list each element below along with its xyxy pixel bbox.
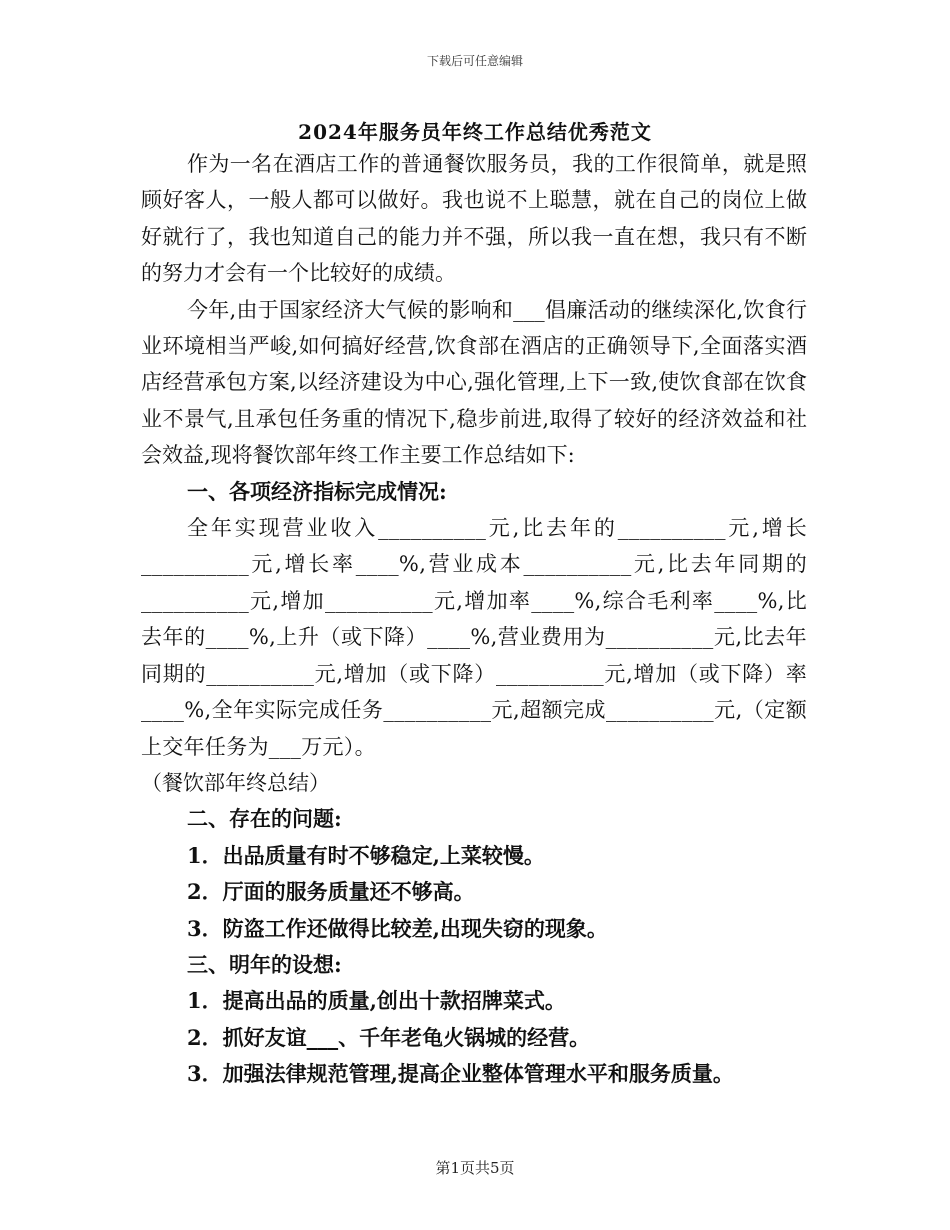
section-heading-2: 二、存在的问题: — [187, 806, 342, 832]
paragraph-intro: 作为一名在酒店工作的普通餐饮服务员，我的工作很简单，就是照顾好客人，一般人都可以做好。我也说不上聪慧，就在自己的岗位上做好就行了，我也知道自己的能力并不强，所以我一直在想，我只有不断的努力才会有一个比较好的成绩。 — [141, 152, 807, 286]
list-item: 1．提高出品的质量,创出十款招牌菜式。 — [187, 988, 566, 1014]
section-heading-1: 一、各项经济指标完成情况: — [187, 478, 447, 504]
list-item: 3．防盗工作还做得比较差,出现失窃的现象。 — [187, 915, 608, 941]
paragraph-indicators: 全年实现营业收入__________元,比去年的__________元,增长__________元,增长率____%,营业成本__________元,比去年同期的__________元,增加__________元,增加率____%,综合毛利率____%,比去年的____%,上升（或下降）____%,营业费用为__________元,比去年同期的__________元,增加（或下降）__________元,增加（或下降）率____%,全年实际完成任务__________元,超额完成__________元,（定额上交年任务为___万元）。 — [141, 516, 807, 759]
list-item: 1．出品质量有时不够稳定,上菜较慢。 — [187, 842, 545, 868]
page-number: 第1页共5页 — [435, 1159, 515, 1177]
paragraph-context: 今年,由于国家经济大气候的影响和___倡廉活动的继续深化,饮食行业环境相当严峻,如何搞好经营,饮食部在酒店的正确领导下,全面落实酒店经营承包方案,以经济建设为中心,强化管理,上下一致,使饮食部在饮食业不景气,且承包任务重的情况下,稳步前进,取得了较好的经济效益和社会效益,现将餐饮部年终工作主要工作总结如下: — [141, 297, 807, 468]
paragraph-note: （餐饮部年终总结） — [141, 770, 330, 795]
page-header: 下载后可任意编辑 — [426, 54, 523, 68]
list-item: 2．抓好友谊___、千年老龟火锅城的经营。 — [187, 1024, 591, 1050]
document-body — [141, 146, 807, 1093]
list-item: 2．厅面的服务质量还不够高。 — [187, 879, 475, 905]
document-title: 2024年服务员年终工作总结优秀范文 — [298, 120, 652, 144]
list-item: 3．加强法律规范管理,提高企业整体管理水平和服务质量。 — [187, 1061, 734, 1087]
section-heading-3: 三、明年的设想: — [187, 951, 342, 977]
